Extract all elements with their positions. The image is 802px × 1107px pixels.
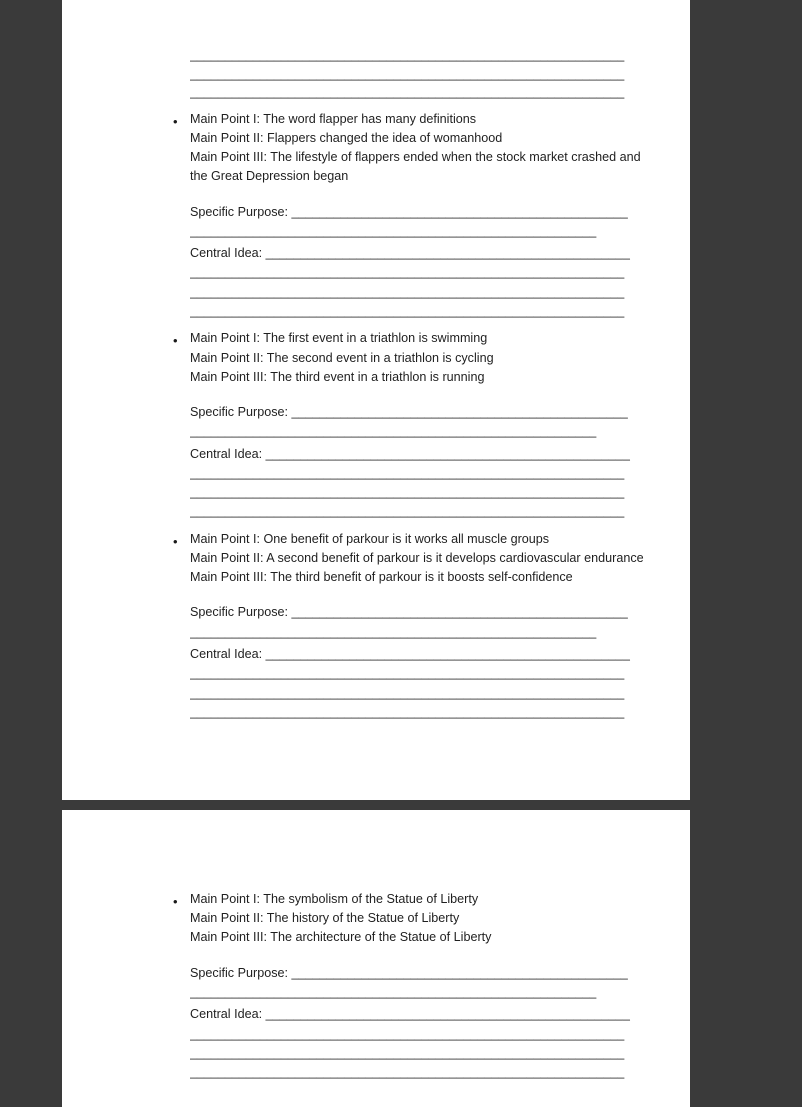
specific-purpose-field[interactable] xyxy=(190,964,654,983)
central-idea-field[interactable] xyxy=(190,1005,654,1024)
rule-line[interactable]: ______________________________________________________________ xyxy=(190,1065,625,1080)
central-idea-label: Central Idea: xyxy=(190,1007,266,1022)
rule-line[interactable]: __________________________________________________________ xyxy=(190,223,597,238)
bullet-icon: • xyxy=(173,894,178,909)
rule-line: ______________________________________________________________ xyxy=(190,66,625,81)
main-point-text: Main Point II: A second benefit of parkour is it develops cardiovascular endurance xyxy=(190,550,644,565)
central-idea-label: Central Idea: xyxy=(190,646,266,661)
specific-purpose-rule: ________________________________________________ xyxy=(291,404,628,419)
page-1-lead-rule-lines xyxy=(80,0,672,102)
specific-purpose-label: Specific Purpose: xyxy=(190,605,292,620)
specific-purpose-label: Specific Purpose: xyxy=(190,965,292,980)
main-point-text: Main Point III: The architecture of the Statue of Liberty xyxy=(190,930,492,945)
outline-item xyxy=(80,890,672,1082)
rule-line[interactable]: ______________________________________________________________ xyxy=(190,666,625,681)
specific-purpose-field[interactable] xyxy=(190,603,654,622)
outline-item xyxy=(80,329,672,521)
rule-line[interactable]: ______________________________________________________________ xyxy=(190,265,625,280)
outline-item xyxy=(80,110,672,322)
bullet-icon: • xyxy=(173,113,178,129)
rule-line[interactable]: ______________________________________________________________ xyxy=(190,504,625,519)
rule-line[interactable]: ______________________________________________________________ xyxy=(190,1045,625,1060)
central-idea-field[interactable] xyxy=(190,445,654,464)
document-page-1 xyxy=(62,0,690,800)
central-idea-rule: ____________________________________________________ xyxy=(265,646,630,661)
central-idea-field[interactable] xyxy=(190,244,654,263)
page-2-item-list xyxy=(80,890,672,1082)
main-point-text: Main Point III: The lifestyle of flappers ended when the stock market crashed and the Great Depression began xyxy=(190,150,641,184)
rule-line[interactable]: ______________________________________________________________ xyxy=(190,304,625,319)
rule-line[interactable]: ______________________________________________________________ xyxy=(190,485,625,500)
fill-in-fields xyxy=(190,603,654,722)
specific-purpose-label: Specific Purpose: xyxy=(190,404,292,419)
central-idea-rule: ____________________________________________________ xyxy=(265,446,630,461)
rule-line[interactable]: __________________________________________________________ xyxy=(190,624,597,639)
bullet-icon: • xyxy=(173,333,178,349)
central-idea-label: Central Idea: xyxy=(190,446,266,461)
rule-line[interactable]: ______________________________________________________________ xyxy=(190,1026,625,1041)
document-page-2 xyxy=(62,810,690,1107)
central-idea-label: Central Idea: xyxy=(190,246,266,261)
main-point-text: Main Point I: The symbolism of the Statue of Liberty xyxy=(190,892,479,906)
main-point-text: Main Point I: The word flapper has many definitions xyxy=(190,111,477,126)
fill-in-fields xyxy=(190,964,654,1083)
specific-purpose-rule: ________________________________________________ xyxy=(291,965,628,980)
main-point-text: Main Point I: The first event in a triathlon is swimming xyxy=(190,331,488,346)
fill-in-fields xyxy=(190,403,654,522)
main-point-text: Main Point II: The second event in a triathlon is cycling xyxy=(190,350,494,365)
bullet-icon: • xyxy=(173,533,178,549)
page-2-content xyxy=(62,810,690,1082)
central-idea-rule: ____________________________________________________ xyxy=(265,1007,630,1022)
outline-item xyxy=(80,530,672,722)
central-idea-rule: ____________________________________________________ xyxy=(265,246,630,261)
rule-line[interactable]: ______________________________________________________________ xyxy=(190,284,625,299)
rule-line[interactable]: ______________________________________________________________ xyxy=(190,465,625,480)
main-point-text: Main Point III: The third benefit of parkour is it boosts self-confidence xyxy=(190,570,573,585)
central-idea-field[interactable] xyxy=(190,645,654,664)
main-point-text: Main Point I: One benefit of parkour is it works all muscle groups xyxy=(190,531,550,546)
rule-line: ______________________________________________________________ xyxy=(190,85,625,100)
main-point-text: Main Point III: The third event in a triathlon is running xyxy=(190,369,485,384)
page-1-content xyxy=(62,0,690,722)
specific-purpose-rule: ________________________________________________ xyxy=(291,605,628,620)
rule-line[interactable]: ______________________________________________________________ xyxy=(190,685,625,700)
page-1-item-list xyxy=(80,110,672,722)
main-point-text: Main Point II: Flappers changed the idea of womanhood xyxy=(190,130,503,145)
specific-purpose-field[interactable] xyxy=(190,403,654,422)
rule-line[interactable]: ______________________________________________________________ xyxy=(190,704,625,719)
specific-purpose-field[interactable] xyxy=(190,203,654,222)
rule-line: ______________________________________________________________ xyxy=(190,48,625,62)
rule-line[interactable]: __________________________________________________________ xyxy=(190,984,597,999)
rule-line[interactable]: __________________________________________________________ xyxy=(190,424,597,439)
specific-purpose-rule: ________________________________________________ xyxy=(291,204,628,219)
specific-purpose-label: Specific Purpose: xyxy=(190,204,292,219)
main-point-text: Main Point II: The history of the Statue of Liberty xyxy=(190,911,460,926)
fill-in-fields xyxy=(190,203,654,322)
page-2-top-spacer xyxy=(80,810,672,882)
